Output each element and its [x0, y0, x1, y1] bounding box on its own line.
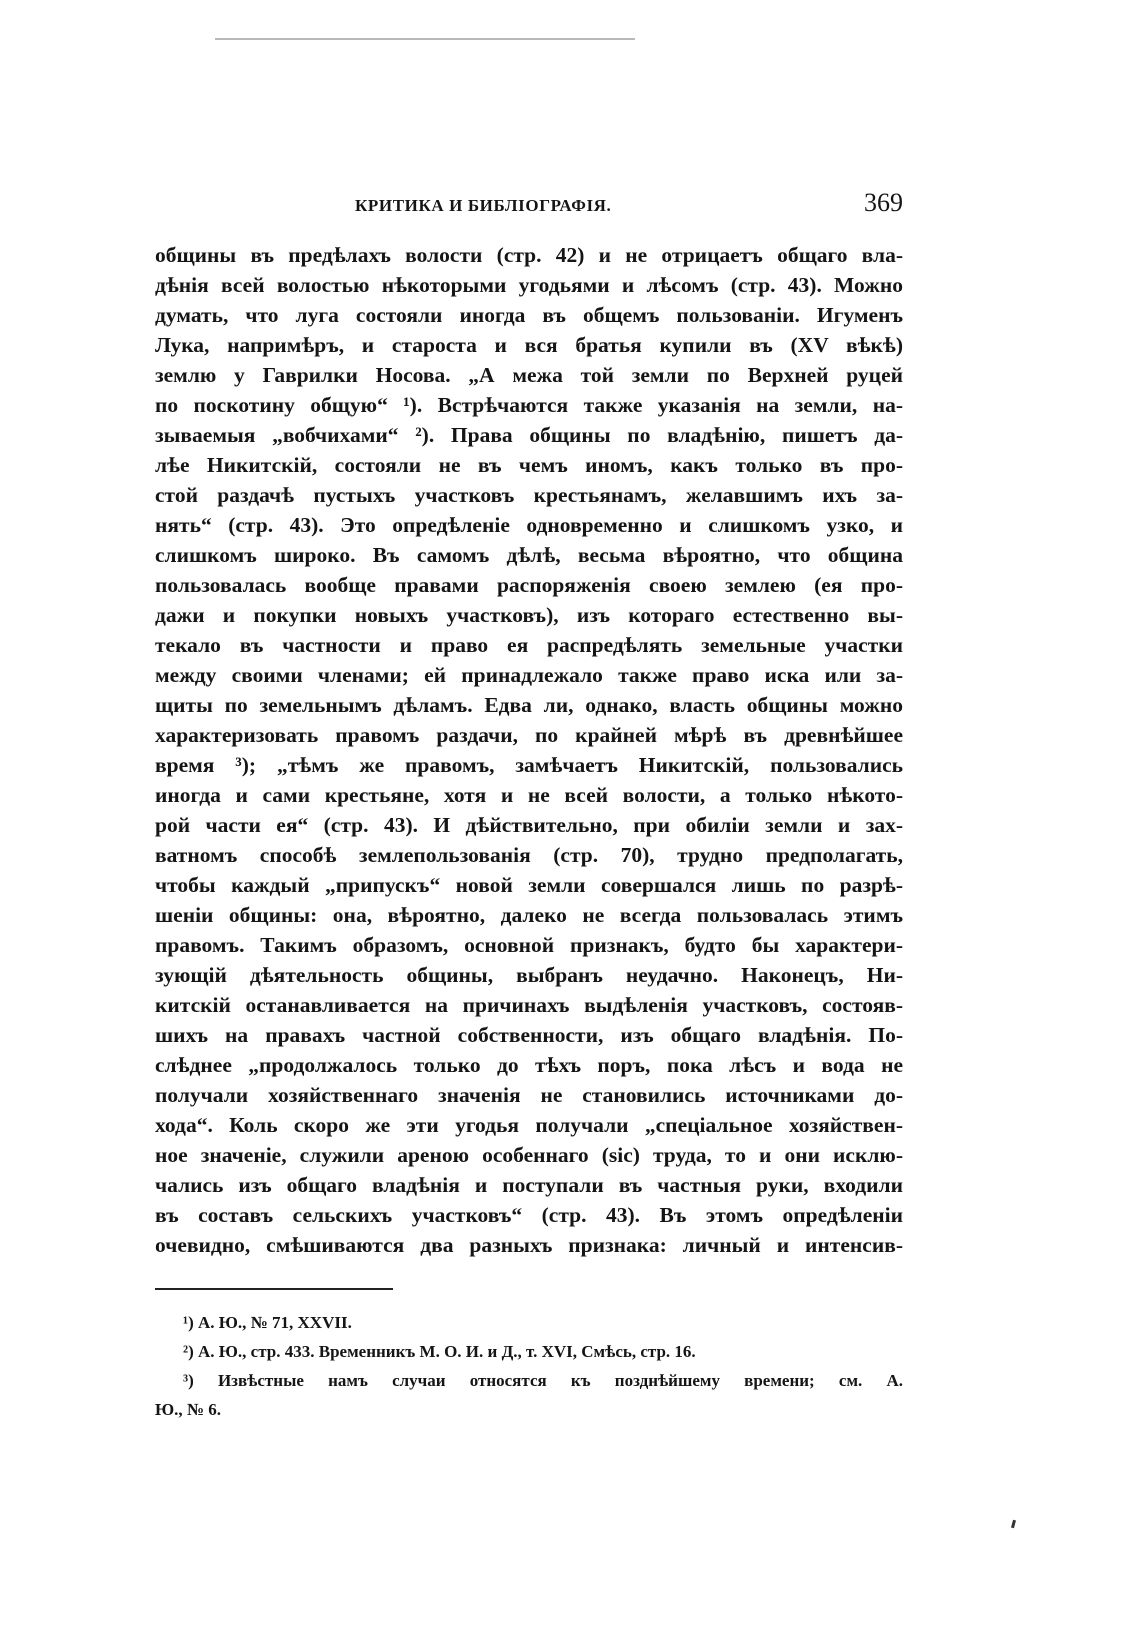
text-line: дажи и покупки новыхъ участковъ), изъ котораго естественно вы- [155, 603, 903, 627]
text-line: стой раздачѣ пустыхъ участковъ крестьянамъ, желавшимъ ихъ за- [155, 483, 903, 507]
text-line: общины въ предѣлахъ волости (стр. 42) и не отрицаетъ общаго вла- [155, 243, 903, 267]
text-line: чались изъ общаго владѣнія и поступали въ частныя руки, входили [155, 1173, 903, 1197]
text-line: очевидно, смѣшиваются два разныхъ признака: личный и интенсив- [155, 1233, 903, 1257]
running-title: КРИТИКА И БИБЛІОГРАФІЯ. [355, 196, 612, 215]
text-line: зующій дѣятельность общины, выбранъ неудачно. Наконецъ, Ни- [155, 963, 903, 987]
text-line: текало въ частности и право ея распредѣлять земельные участки [155, 633, 903, 657]
text-line: характеризовать правомъ раздачи, по крайней мѣрѣ въ древнѣйшее [155, 723, 903, 747]
text-line: между своими членами; ей принадлежало также право иска или за- [155, 663, 903, 687]
text-line: землю у Гаврилки Носова. „А межа той земли по Верхней руцей [155, 363, 903, 387]
text-line: время ³); „тѣмъ же правомъ, замѣчаетъ Никитскій, пользовались [155, 753, 903, 777]
text-line: иногда и сами крестьяне, хотя и не всей волости, а только нѣкото- [155, 783, 903, 807]
text-line: въ составъ сельскихъ участковъ“ (стр. 43). Въ этомъ опредѣленіи [155, 1203, 903, 1227]
text-line: по поскотину общую“ ¹). Встрѣчаются также указанія на земли, на- [155, 393, 903, 417]
text-line: лѣе Никитскій, состояли не въ чемъ иномъ, какъ только въ про- [155, 453, 903, 477]
footnote-separator [155, 1288, 393, 1290]
text-line: ватномъ способѣ землепользованія (стр. 70), трудно предполагать, [155, 843, 903, 867]
text-line: пользовалась вообще правами распоряженія своею землею (ея про- [155, 573, 903, 597]
text-line: думать, что луга состояли иногда въ общемъ пользованіи. Игуменъ [155, 303, 903, 327]
text-line: дѣнія всей волостью нѣкоторыми угодьями и лѣсомъ (стр. 43). Можно [155, 273, 903, 297]
text-line: правомъ. Такимъ образомъ, основной признакъ, будто бы характери- [155, 933, 903, 957]
footnote-3: ³) Извѣстные намъ случаи относятся къ позднѣйшему времени; см. А. [183, 1371, 903, 1390]
text-line: получали хозяйственнаго значенія не становились источниками до- [155, 1083, 903, 1107]
text-line: нять“ (стр. 43). Это опредѣленіе одновременно и слишкомъ узко, и [155, 513, 903, 537]
text-line: ное значеніе, служили ареною особеннаго (sic) труда, то и они исклю- [155, 1143, 903, 1167]
text-line: рой части ея“ (стр. 43). И дѣйствительно, при обиліи земли и зах- [155, 813, 903, 837]
scan-speck [1011, 1520, 1016, 1529]
text-line: чтобы каждый „припускъ“ новой земли совершался лишь по разрѣ- [155, 873, 903, 897]
text-line: слѣднее „продолжалось только до тѣхъ поръ, пока лѣсъ и вода не [155, 1053, 903, 1077]
text-line: зываемыя „вобчихами“ ²). Права общины по владѣнію, пишетъ да- [155, 423, 903, 447]
text-line: шеніи общины: она, вѣроятно, далеко не всегда пользовалась этимъ [155, 903, 903, 927]
footnote-3-continuation: Ю., № 6. [155, 1400, 221, 1419]
text-line: Лука, напримѣръ, и староста и вся братья купили въ (XV вѣкѣ) [155, 333, 903, 357]
top-edge-rule [215, 38, 635, 40]
text-line: шихъ на правахъ частной собственности, изъ общаго владѣнія. По- [155, 1023, 903, 1047]
page-header [155, 188, 903, 228]
page-number: 369 [864, 188, 903, 217]
footnotes [155, 1308, 903, 1424]
text-line: хода“. Коль скоро же эти угодья получали „спеціальное хозяйствен- [155, 1113, 903, 1137]
footnote-2: ²) А. Ю., стр. 433. Временникъ М. О. И. и Д., т. XVI, Смѣсь, стр. 16. [183, 1342, 696, 1361]
body-text [155, 240, 903, 1260]
footnote-1: ¹) А. Ю., № 71, XXVII. [183, 1313, 352, 1332]
text-line: щиты по земельнымъ дѣламъ. Едва ли, однако, власть общины можно [155, 693, 903, 717]
text-line: китскій останавливается на причинахъ выдѣленія участковъ, состояв- [155, 993, 903, 1017]
text-line: слишкомъ широко. Въ самомъ дѣлѣ, весьма вѣроятно, что община [155, 543, 903, 567]
